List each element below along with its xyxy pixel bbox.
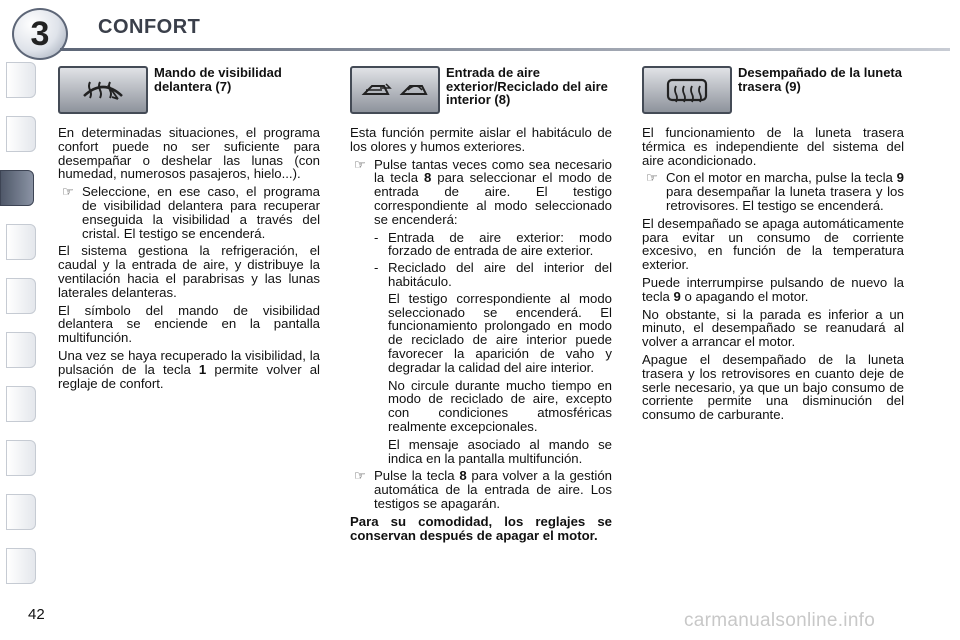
instruction-item	[58, 185, 320, 240]
paragraph: No obstante, si la parada es inferior a un minuto, el desempañado se reanudará al volver a arrancar el motor.	[642, 306, 904, 350]
section-heading: Desempañado de la luneta trasera (9)	[738, 65, 902, 94]
pointing-hand-icon: ☞	[354, 156, 366, 172]
dash-marker: -	[374, 260, 379, 276]
instruction-text: Con el motor en marcha, pulse la tecla 9 para desempañar la luneta trasera y los retrovisores. El testigo se encenderá.	[666, 170, 904, 213]
chapter-tab-2[interactable]	[6, 116, 36, 152]
pointing-hand-icon: ☞	[354, 468, 366, 484]
chapter-tab-7[interactable]	[6, 386, 36, 422]
key-number: 9	[896, 170, 904, 186]
key-number: 1	[198, 361, 207, 377]
chapter-tab-9[interactable]	[6, 494, 36, 530]
mode-item	[374, 261, 612, 289]
section-body	[58, 126, 320, 394]
air-recirculation-icon	[350, 66, 440, 114]
paragraph: El sistema gestiona la refrigeración, el caudal y la entrada de aire, y distribuye la ventilación hacia el parabrisas y las lunas laterales delanteras.	[58, 243, 320, 300]
paragraph: En determinadas situaciones, el programa confort puede no ser suficiente para desempañar o deshelar las lunas (con humedad, numerosos pasajeros, hielo...).	[58, 125, 320, 182]
paragraph: El mensaje asociado al mando se indica en la pantalla multifunción.	[388, 436, 612, 466]
watermark: carmanualsonline.info	[684, 610, 876, 631]
chapter-badge: 3	[12, 8, 68, 60]
mode-item	[374, 231, 612, 259]
paragraph: El desempañado se apaga automáticamente para evitar un consumo de corriente excesivo, en función de la temperatura exterior.	[642, 215, 904, 273]
chapter-tab-3-active[interactable]	[0, 170, 34, 206]
instruction-text: Seleccione, en ese caso, el programa de visibilidad delantera para recuperar enseguida la visibilidad a través del cristal. El testigo se encenderá.	[82, 184, 320, 241]
pointing-hand-icon: ☞	[62, 184, 74, 200]
instruction-item	[350, 158, 612, 227]
windshield-defrost-icon	[58, 66, 148, 114]
section-body	[642, 126, 904, 426]
page-number: 42	[28, 606, 45, 623]
comfort-note: Para su comodidad, los reglajes se conservan después de apagar el motor.	[350, 513, 612, 543]
key-number: 8	[459, 468, 467, 484]
paragraph: Puede interrumpirse pulsando de nuevo la tecla 9 o apagando el motor.	[642, 274, 904, 304]
page-title: CONFORT	[98, 16, 201, 38]
chapter-tab-8[interactable]	[6, 440, 36, 476]
chapter-tabs	[0, 58, 44, 578]
paragraph: No circule durante mucho tiempo en modo de reciclado de aire, excepto con condiciones atmosféricas realmente excepcionales.	[388, 377, 612, 434]
dash-marker: -	[374, 229, 379, 245]
section-heading: Mando de visibilidad delantera (7)	[154, 65, 282, 94]
pointing-hand-icon: ☞	[646, 170, 658, 186]
chapter-tab-1[interactable]	[6, 62, 36, 98]
instruction-text: Pulse tantas veces como sea necesario la tecla 8 para seleccionar el modo de entrada de aire. El testigo correspondiente al modo seleccionado se encenderá:	[374, 156, 612, 227]
mode-text: Entrada de aire exterior: modo forzado de entrada de aire exterior.	[388, 229, 612, 259]
key-number: 9	[673, 288, 681, 304]
section-body	[350, 126, 612, 546]
rear-defrost-icon	[642, 66, 732, 114]
chapter-tab-4[interactable]	[6, 224, 36, 260]
paragraph: El testigo correspondiente al modo seleccionado se encenderá. El funcionamiento prolongado en modo de reciclado de aire interior puede favorecer la aparición de vaho y degradar la calidad del aire interior.	[388, 290, 612, 375]
paragraph: Una vez se haya recuperado la visibilidad, la pulsación de la tecla 1 permite volver al reglaje de confort.	[58, 347, 320, 391]
paragraph: El símbolo del mando de visibilidad delantera se enciende en la pantalla multifunción.	[58, 302, 320, 346]
paragraph: Esta función permite aislar el habitáculo de los olores y humos exteriores.	[350, 125, 612, 154]
instruction-item	[350, 469, 612, 510]
header-divider	[60, 48, 950, 51]
mode-text: Reciclado del aire del interior del habitáculo.	[388, 260, 612, 289]
chapter-tab-5[interactable]	[6, 278, 36, 314]
section-heading: Entrada de aire exterior/Reciclado del aire interior (8)	[446, 65, 608, 107]
chapter-tab-6[interactable]	[6, 332, 36, 368]
instruction-item	[642, 171, 904, 212]
key-number: 8	[423, 170, 432, 186]
instruction-text: Pulse la tecla 8 para volver a la gestión automática de la entrada de aire. Los testigos se apagarán.	[374, 468, 613, 511]
paragraph: Apague el desempañado de la luneta trasera y los retrovisores en cuanto deje de serle necesario, ya que un bajo consumo de corriente permite una disminución del consumo de carburante.	[642, 351, 904, 423]
chapter-tab-10[interactable]	[6, 548, 36, 584]
paragraph: El funcionamiento de la luneta trasera térmica es independiente del sistema del aire acondicionado.	[642, 125, 904, 168]
